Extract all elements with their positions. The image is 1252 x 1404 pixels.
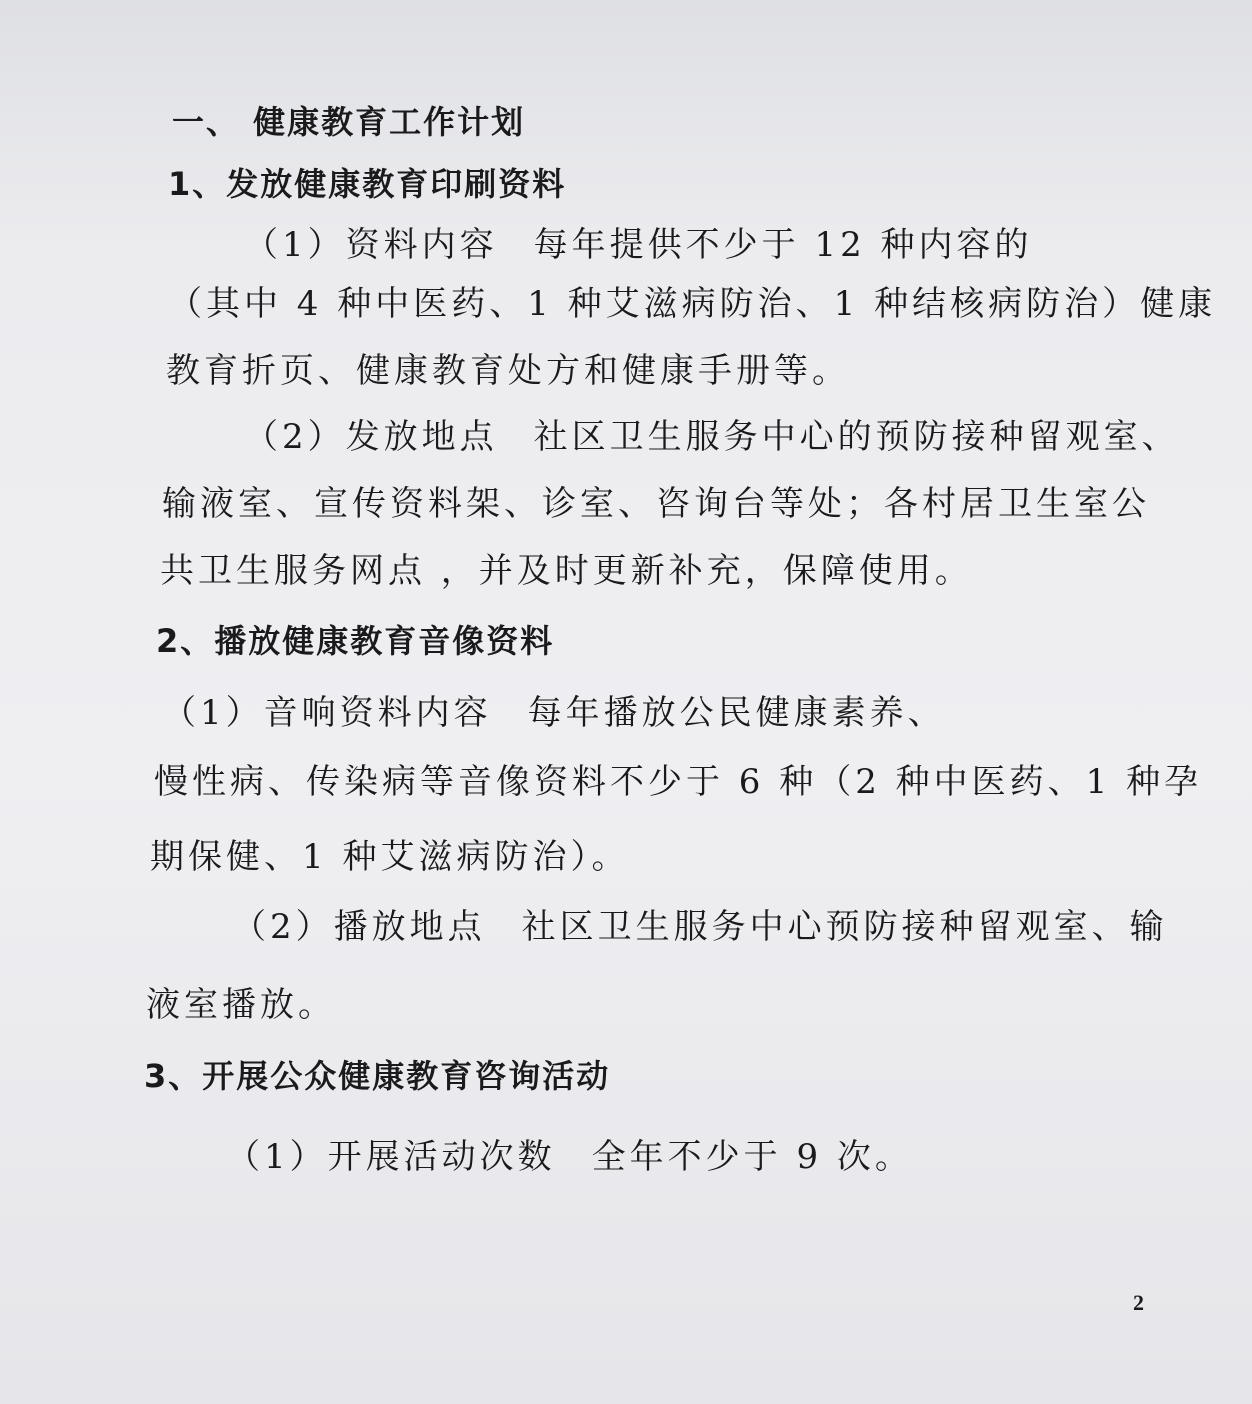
item1-sub2-line2: 输液室、宣传资料架、诊室、咨询台等处；各村居卫生室公 xyxy=(162,484,1150,524)
item2-sub1-label: （1）音响资料内容 xyxy=(162,693,492,733)
item2-sub1-line2: 慢性病、传染病等音像资料不少于 6 种（2 种中医药、1 种孕 xyxy=(154,762,1203,802)
item2-sub2-label: （2）播放地点 xyxy=(232,907,486,947)
section-title: 一、 健康教育工作计划 xyxy=(172,103,526,141)
item1-sub1-line2: （其中 4 种中医药、1 种艾滋病防治、1 种结核病防治）健康 xyxy=(168,284,1217,324)
item1-sub2-line1-text: 社区卫生服务中心的预防接种留观室、 xyxy=(533,417,1180,457)
item3-sub1-line1-text: 全年不少于 9 次。 xyxy=(591,1137,913,1177)
item2-heading: 2、播放健康教育音像资料 xyxy=(156,622,555,660)
item1-sub1-line3: 教育折页、健康教育处方和健康手册等。 xyxy=(166,351,850,391)
item1-sub1-line1-text: 每年提供不少于 12 种内容的 xyxy=(533,225,1033,265)
item2-sub2-line1-text: 社区卫生服务中心预防接种留观室、输 xyxy=(521,907,1168,947)
item2-sub2-line2: 液室播放。 xyxy=(146,985,336,1025)
item3-heading: 3、开展公众健康教育咨询活动 xyxy=(144,1057,611,1095)
item2-sub1-line3: 期保健、1 种艾滋病防治）。 xyxy=(150,837,630,877)
item1-sub1-label: （1）资料内容 xyxy=(244,225,498,265)
item1-heading: 1、发放健康教育印刷资料 xyxy=(168,165,567,203)
item1-sub2-label: （2）发放地点 xyxy=(244,417,498,457)
item3-sub1-line1 xyxy=(226,1137,913,1177)
page-number: 2 xyxy=(1133,1290,1144,1315)
item1-sub2-line1 xyxy=(244,417,1180,457)
item2-sub2-line1 xyxy=(232,907,1168,947)
item3-sub1-label: （1）开展活动次数 xyxy=(226,1137,556,1177)
item2-sub1-line1-text: 每年播放公民健康素养、 xyxy=(527,693,946,733)
item1-sub1-line1 xyxy=(244,225,1033,265)
item1-sub2-line3: 共卫生服务网点 ，并及时更新补充，保障使用。 xyxy=(160,551,973,591)
item2-sub1-line1 xyxy=(162,693,946,733)
